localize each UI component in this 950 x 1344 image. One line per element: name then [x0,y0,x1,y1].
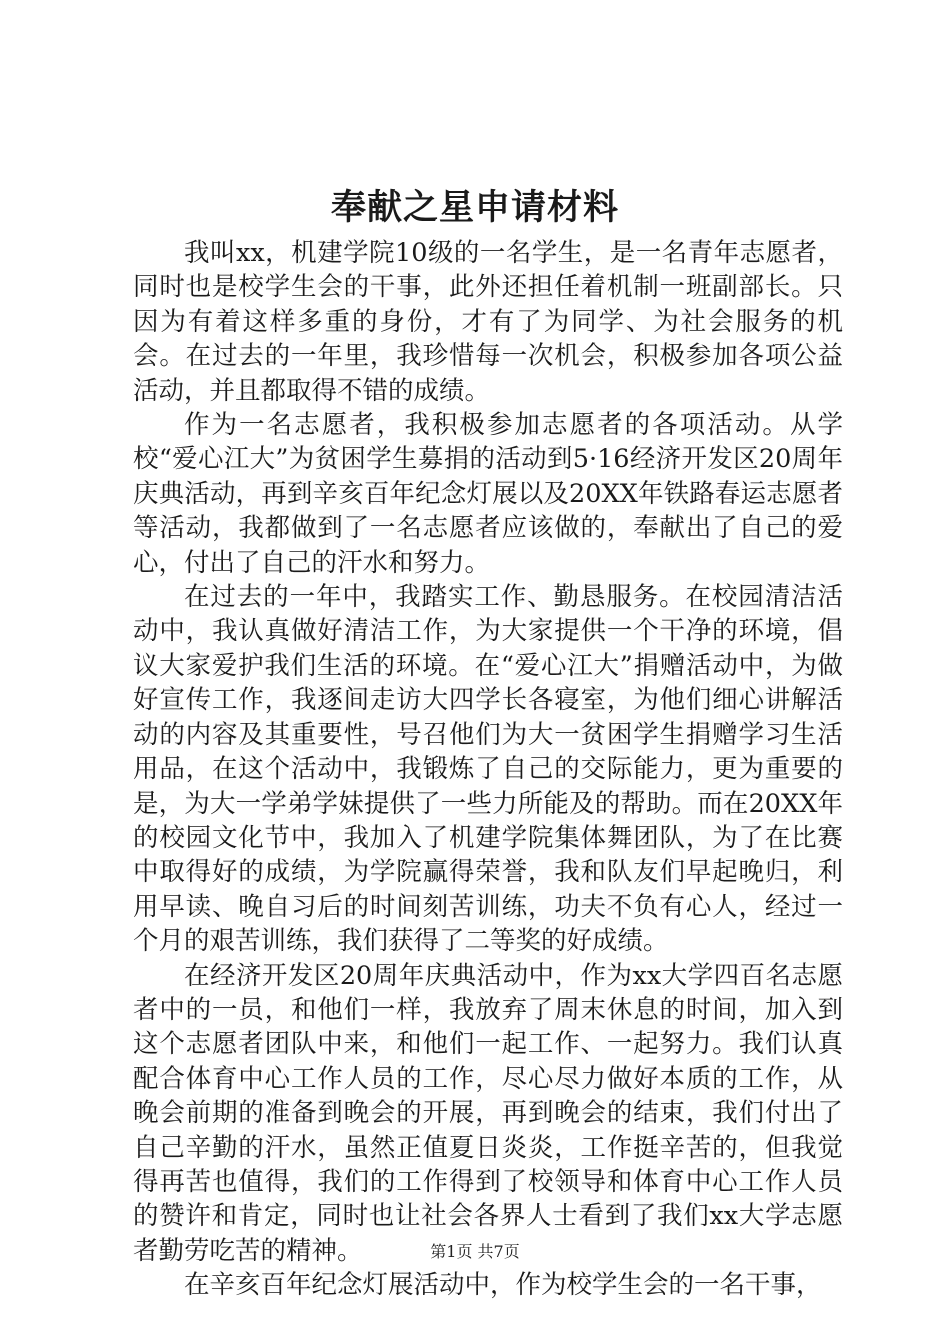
page-number: 第1页 [430,1242,473,1261]
page-total: 共7页 [477,1242,520,1261]
paragraph-2: 作为一名志愿者，我积极参加志愿者的各项活动。从学校“爱心江大”为贫困学生募捐的活动到5·16经济开发区20周年庆典活动，再到辛亥百年纪念灯展以及20XX年铁路春运志愿者等活动，我都做到了一名志愿者应该做的，奉献出了自己的爱心，付出了自己的汗水和努力。 [133,410,843,578]
paragraph-1: 我叫xx，机建学院10级的一名学生，是一名青年志愿者，同时也是校学生会的干事，此外还担任着机制一班副部长。只因为有着这样多重的身份，才有了为同学、为社会服务的机会。在过去的一年里，我珍惜每一次机会，积极参加各项公益活动，并且都取得不错的成绩。 [133,238,843,406]
document-title: 奉献之星申请材料 [330,188,619,228]
page-footer [0,1240,950,1264]
paragraph-5: 在辛亥百年纪念灯展活动中，作为校学生会的一名干事， [184,1270,822,1301]
paragraph-4: 在经济开发区20周年庆典活动中，作为xx大学四百名志愿者中的一员，和他们一样，我放弃了周末休息的时间，加入到这个志愿者团队中来，和他们一起工作、一起努力。我们认真配合体育中心工作人员的工作，尽心尽力做好本质的工作，从晚会前期的准备到晚会的开展，再到晚会的结束，我们付出了自己辛勤的汗水，虽然正值夏日炎炎，工作挺辛苦的，但我觉得再苦也值得，我们的工作得到了校领导和体育中心工作人员的赞许和肯定，同时也让社会各界人士看到了我们xx大学志愿者勤劳吃苦的精神。 [133,960,843,1266]
document-body [133,236,843,1303]
paragraph-3: 在过去的一年中，我踏实工作、勤恳服务。在校园清洁活动中，我认真做好清洁工作，为大家提供一个干净的环境，倡议大家爱护我们生活的环境。在“爱心江大”捐赠活动中，为做好宣传工作，我逐间走访大四学长各寝室，为他们细心讲解活动的内容及其重要性，号召他们为大一贫困学生捐赠学习生活用品，在这个活动中，我锻炼了自己的交际能力，更为重要的是，为大一学弟学妹提供了一些力所能及的帮助。而在20XX年的校园文化节中，我加入了机建学院集体舞团队，为了在比赛中取得好的成绩，为学院赢得荣誉，我和队友们早起晚归，利用早读、晚自习后的时间刻苦训练，功夫不负有心人，经过一个月的艰苦训练，我们获得了二等奖的好成绩。 [133,582,843,957]
